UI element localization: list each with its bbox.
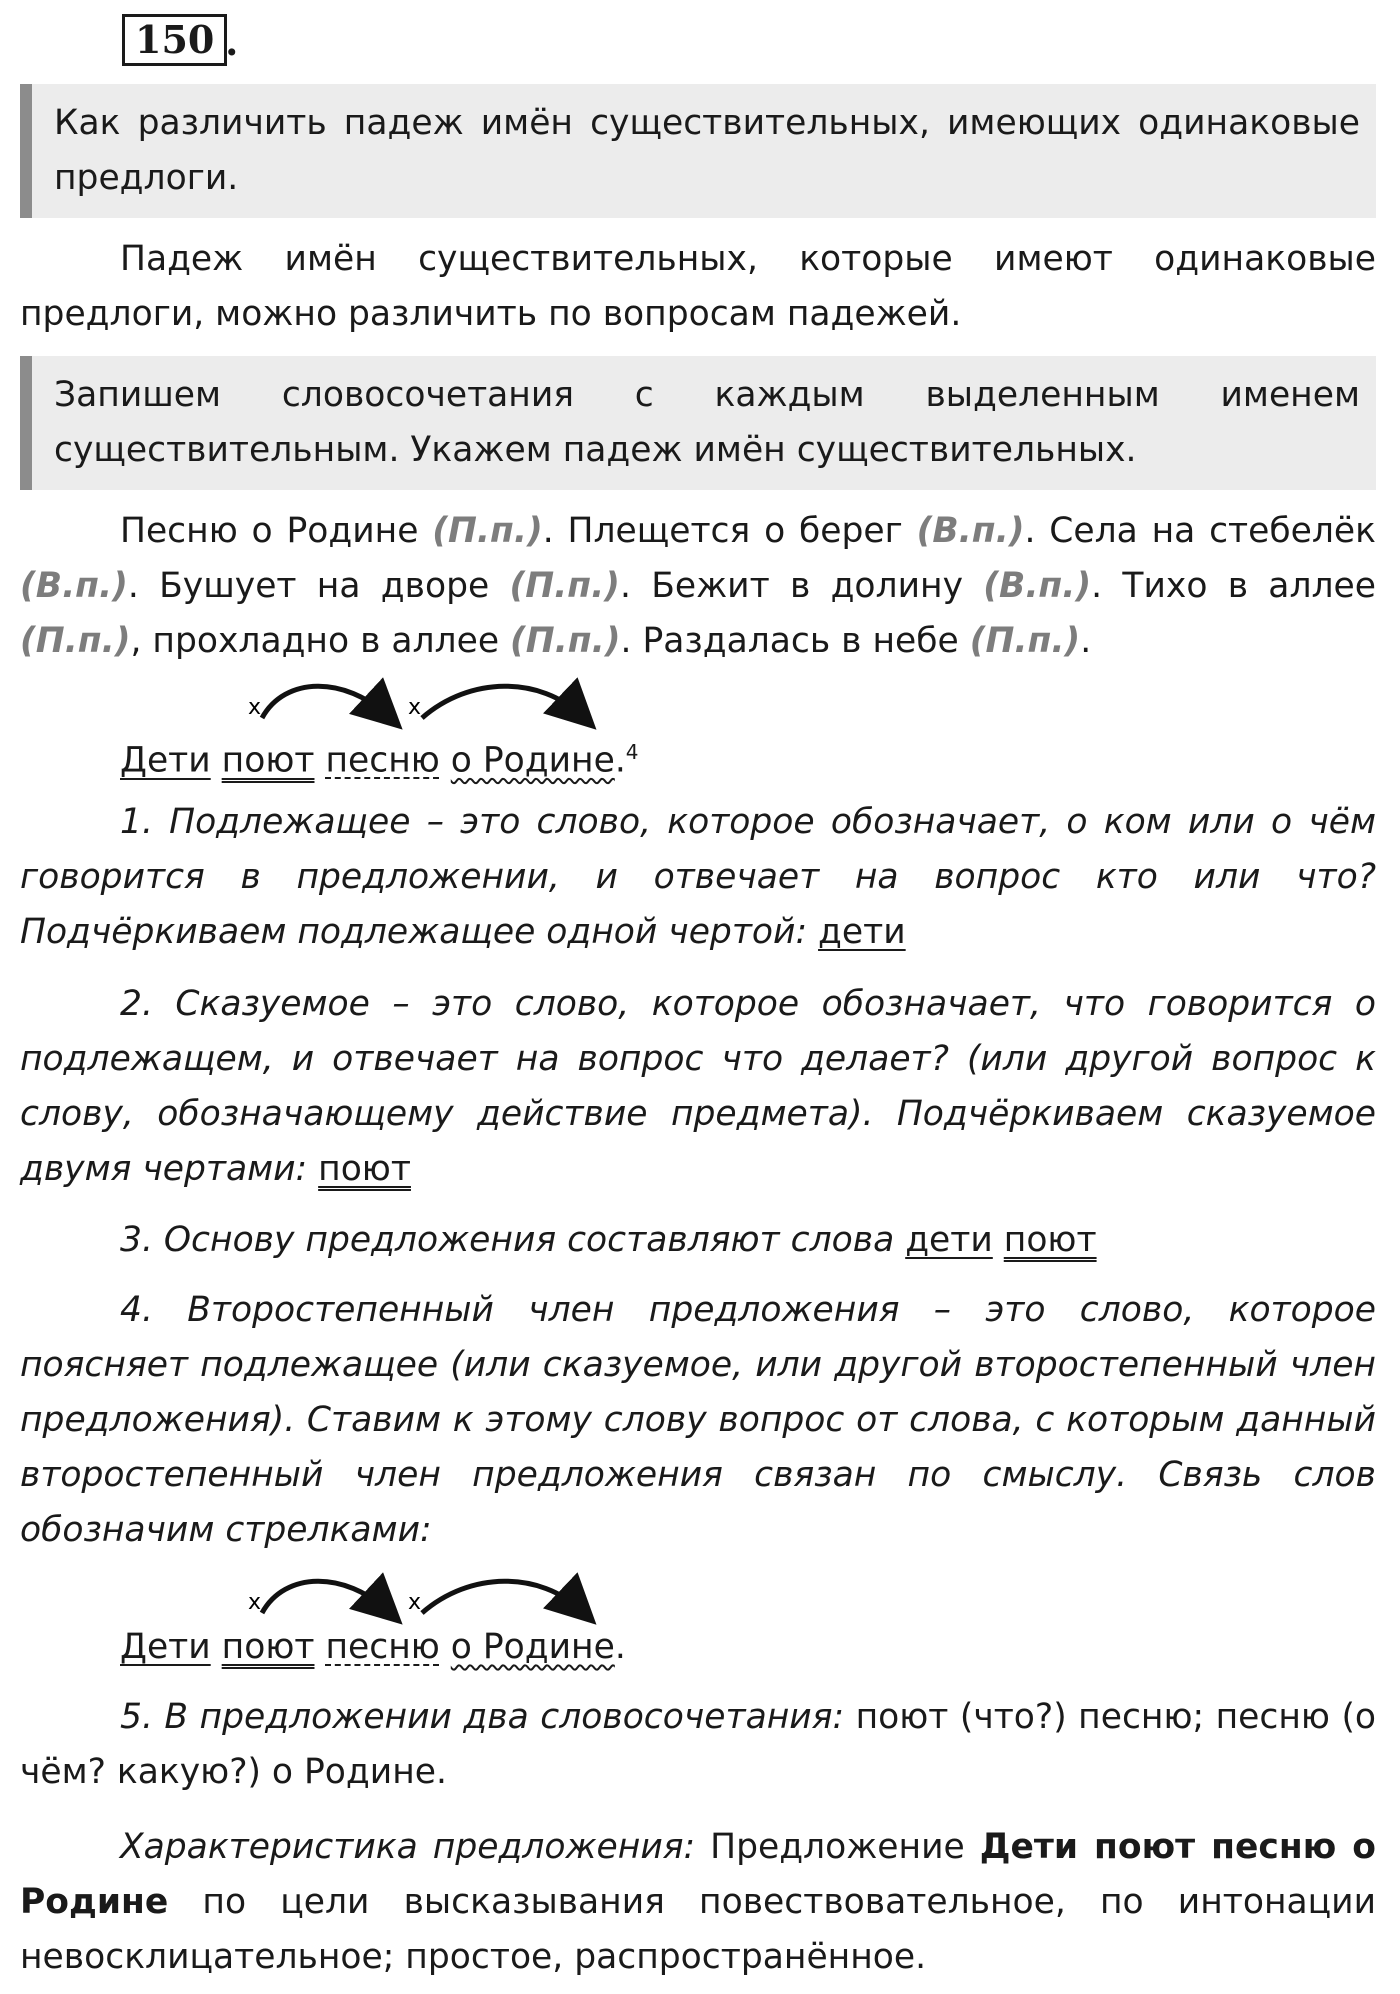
x-mark: х xyxy=(408,695,422,720)
item-2-text: 2. Сказуемое – это слово, которое обозначает, что говорится о подлежащем, и отвечает на вопрос что делает? (или другой вопрос к слову, обозначающему действие предмета). Подчёркиваем сказуемое двумя чертами: xyxy=(20,984,1376,1189)
sentence-period: . xyxy=(614,740,626,781)
task-number xyxy=(122,14,239,66)
answer-1 xyxy=(20,232,1376,342)
question-2: Запишем словосочетания с каждым выделенным именем существительным. Укажем падеж имён существительных. xyxy=(54,375,1360,470)
item-4-text: 4. Второстепенный член предложения – это слово, которое поясняет подлежащее (или сказуемое, или другой второстепенный член предложения). Ставим к этому слову вопрос от слова, с которым данный второстепенный член предложения связан по смыслу. Связь слов обозначим стрелками: xyxy=(20,1290,1376,1550)
task-number-value: 150 xyxy=(135,17,215,62)
phrase-text: Песню о Родине xyxy=(120,511,433,551)
characteristic-sentence: Дети поют песню о Родине xyxy=(20,1827,1376,1922)
phrase-punct: . xyxy=(1091,566,1123,606)
subject-word: Дети xyxy=(120,1627,211,1667)
item-5 xyxy=(20,1690,1376,1800)
item-3-text: 3. Основу предложения составляют слова xyxy=(120,1220,906,1260)
case-label: (П.п.) xyxy=(20,621,131,661)
item-3-predicate: поют xyxy=(1003,1220,1097,1260)
arrow-icon xyxy=(422,686,582,718)
phrase-punct: . xyxy=(542,511,568,551)
predicate-word: поют xyxy=(221,740,315,781)
sentence-diagram-2 xyxy=(120,1620,626,1675)
item-3-subject: дети xyxy=(905,1220,993,1260)
phrase-punct: . xyxy=(127,566,160,606)
item-4 xyxy=(20,1283,1376,1558)
sentence-diagram-1 xyxy=(120,725,639,789)
item-1-word: дети xyxy=(818,912,906,952)
phrase-punct: . xyxy=(1080,621,1092,661)
case-label: (П.п.) xyxy=(509,566,620,606)
object-word: песню xyxy=(325,740,440,781)
characteristic-label: Характеристика предложения: xyxy=(120,1827,696,1867)
phrases-paragraph xyxy=(20,504,1376,669)
characteristic xyxy=(20,1820,1376,1985)
item-2-word: поют xyxy=(318,1149,411,1189)
item-1 xyxy=(20,795,1376,960)
sentence-period: . xyxy=(614,1627,626,1667)
arrow-icon xyxy=(262,686,388,718)
object-word: песню xyxy=(325,1627,440,1667)
phrase-punct: , xyxy=(130,621,153,661)
case-label: (П.п.) xyxy=(510,621,621,661)
arrows-diagram-1 xyxy=(248,686,582,720)
item-5-text: поют (что?) песню; песню (о чём? какую?) о Родине. xyxy=(20,1697,1377,1792)
attribute-word: о Родине xyxy=(450,740,615,781)
x-mark: х xyxy=(248,695,262,720)
question-1: Как различить падеж имён существительных, имеющих одинаковые предлоги. xyxy=(54,103,1360,198)
case-label: (В.п.) xyxy=(916,511,1025,551)
arrow-icon xyxy=(422,1581,582,1613)
phrase-text: Бежит в долину xyxy=(651,566,984,606)
case-label: (В.п.) xyxy=(20,566,128,606)
phrase-text: Села на стебелёк xyxy=(1049,511,1376,551)
phrase-text: Бушует на дворе xyxy=(159,566,510,606)
case-label: (П.п.) xyxy=(432,511,543,551)
x-mark: х xyxy=(408,1590,422,1615)
predicate-word: поют xyxy=(221,1627,315,1667)
task-number-dot: . xyxy=(225,19,239,64)
phrase-text: Плещется о берег xyxy=(567,511,917,551)
item-5-label: 5. В предложении два словосочетания: xyxy=(120,1697,845,1737)
phrase-punct: . xyxy=(619,566,652,606)
arrows-diagram-2 xyxy=(248,1581,582,1615)
question-box-2 xyxy=(20,356,1376,490)
case-label: (В.п.) xyxy=(983,566,1092,606)
answer-1-text: Падеж имён существительных, которые имеют одинаковые предлоги, можно различить по вопросам падежей. xyxy=(20,239,1376,334)
arrow-icon xyxy=(262,1581,388,1613)
characteristic-text-1: Предложение xyxy=(695,1827,980,1867)
footnote-mark: 4 xyxy=(625,740,639,764)
question-box-1 xyxy=(20,84,1376,218)
x-mark: х xyxy=(248,1590,262,1615)
phrase-punct: . xyxy=(620,621,643,661)
subject-word: Дети xyxy=(120,740,211,781)
item-3 xyxy=(20,1213,1376,1268)
item-1-text: 1. Подлежащее – это слово, которое обозначает, о ком или о чём говорится в предложении, и отвечает на вопрос кто или что? Подчёркиваем подлежащее одной чертой: xyxy=(20,802,1376,952)
case-label: (П.п.) xyxy=(969,621,1081,661)
phrase-text: Раздалась в небе xyxy=(642,621,970,661)
characteristic-text-2: по цели высказывания повествовательное, по интонации невосклицательное; простое, распространённое. xyxy=(20,1882,1376,1977)
phrase-text: Тихо в аллее xyxy=(1122,566,1377,606)
phrase-text: прохладно в аллее xyxy=(152,621,511,661)
item-2 xyxy=(20,977,1376,1197)
attribute-word: о Родине xyxy=(450,1627,615,1667)
phrase-punct: . xyxy=(1024,511,1050,551)
